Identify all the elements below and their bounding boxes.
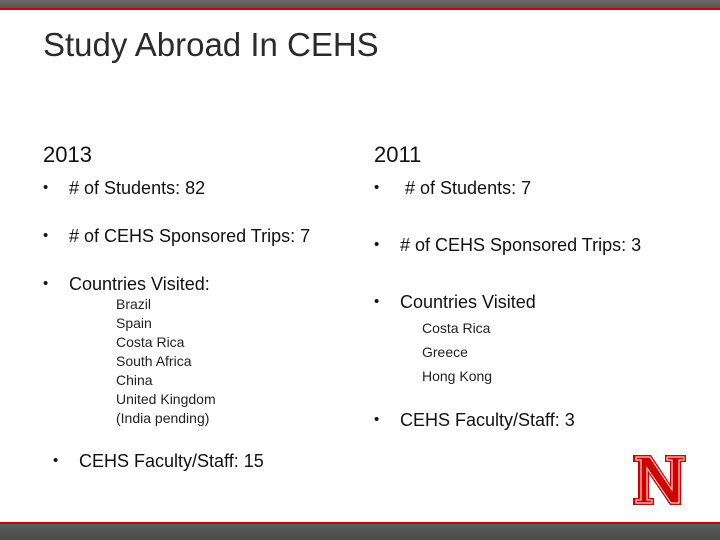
top-accent-line: [0, 8, 720, 10]
students-2013: • # of Students: 82: [43, 178, 205, 199]
trips-2013: • # of CEHS Sponsored Trips: 7: [43, 226, 310, 247]
faculty-2013: • CEHS Faculty/Staff: 15: [53, 451, 264, 472]
country-item: Brazil: [116, 296, 152, 312]
nebraska-n-icon: [633, 455, 686, 505]
country-item: South Africa: [116, 353, 192, 369]
country-item: China: [116, 372, 153, 388]
faculty-2011: • CEHS Faculty/Staff: 3: [374, 410, 575, 431]
countries-list-2013: [116, 295, 216, 428]
slide-title: Study Abroad In CEHS: [43, 26, 379, 63]
country-item: Hong Kong: [422, 368, 493, 384]
country-item: Spain: [116, 315, 152, 331]
country-item: Costa Rica: [116, 334, 185, 350]
trips-2011: • # of CEHS Sponsored Trips: 3: [374, 235, 641, 256]
country-item: (India pending): [116, 410, 210, 426]
countries-label-2011: • Countries Visited: [374, 292, 536, 313]
country-item: United Kingdom: [116, 391, 216, 407]
country-item: Costa Rica: [422, 320, 491, 336]
year-2011-heading: 2011: [374, 142, 422, 167]
country-item: Greece: [422, 344, 468, 360]
bottom-bar: [0, 524, 720, 540]
countries-label-2013: • Countries Visited:: [43, 274, 210, 295]
students-2011: • # of Students: 7: [374, 178, 531, 199]
top-bar: [0, 0, 720, 8]
year-2013-heading: 2013: [43, 142, 92, 167]
countries-list-2011: [422, 316, 492, 388]
